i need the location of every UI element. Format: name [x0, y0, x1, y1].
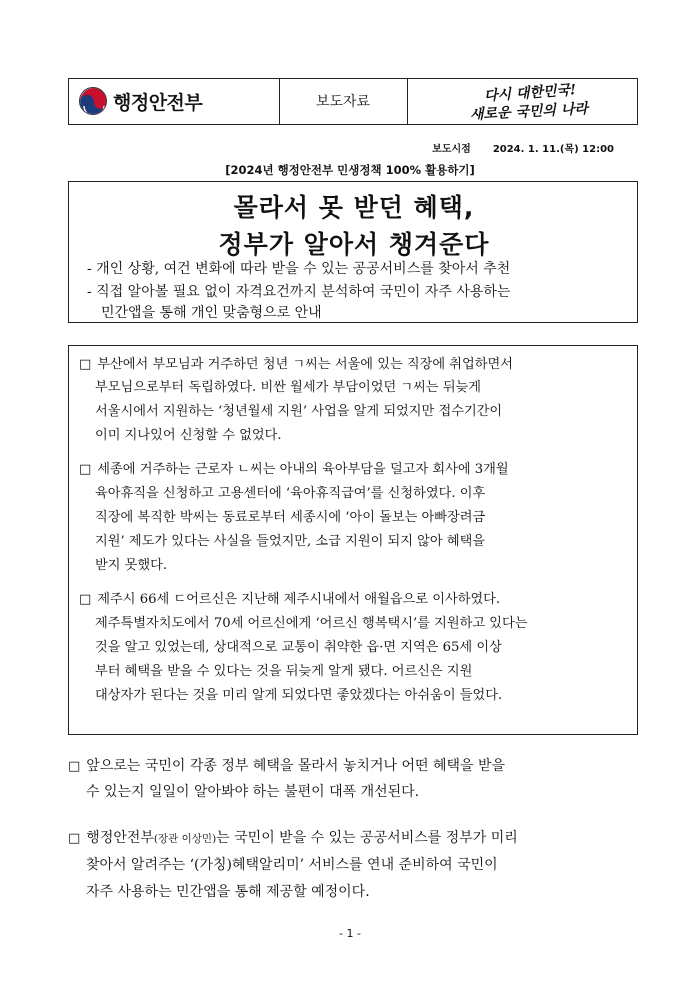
header-box: [68, 78, 638, 125]
ministry-name: 행정안전부: [113, 91, 203, 114]
headline-bullet-1: - 개인 상황, 여건 변화에 따라 받을 수 있는 공공서비스를 찾아서 추천: [87, 261, 511, 277]
release-datetime: 2024. 1. 11.(목) 12:00: [492, 144, 614, 155]
case-1-line-1: □ 부산에서 부모님과 거주하던 청년 ㄱ씨는 서울에 있는 직장에 취업하면서: [79, 357, 514, 372]
case-3-line-5: 대상자가 된다는 것을 미리 알게 되었다면 좋았겠다는 아쉬움이 들었다.: [95, 688, 503, 703]
case-examples-box: [68, 345, 638, 735]
case-2-line-5: 받지 못했다.: [95, 558, 168, 573]
paragraph-1-line-2: 수 있는지 일일이 알아봐야 하는 불편이 대폭 개선된다.: [86, 784, 420, 800]
doc-type-label: 보도자료: [315, 94, 371, 110]
case-3-line-2: 제주특별자치도에서 70세 어르신에게 ‘어르신 행복택시’를 지원하고 있다는: [95, 616, 528, 631]
series-title: [2024년 행정안전부 민생정책 100% 활용하기]: [225, 163, 475, 177]
release-time: [432, 140, 614, 155]
headline-bullet-2: - 직접 알아볼 필요 없이 자격요건까지 분석하여 국민이 자주 사용하는: [87, 284, 511, 300]
paragraph-2-line-2: 찾아서 알려주는 ‘(가칭)혜택알리미’ 서비스를 연내 준비하여 국민이: [86, 857, 498, 873]
case-1-line-2: 부모님으로부터 독립하였다. 비싼 월세가 부담이었던 ㄱ씨는 뒤늦게: [95, 380, 482, 395]
case-3-line-1: □ 제주시 66세 ㄷ어르신은 지난해 제주시내에서 애월읍으로 이사하였다.: [79, 592, 501, 607]
paragraph-1-line-1: □ 앞으로는 국민이 각종 정부 혜택을 몰라서 놓치거나 어떤 혜택을 받을: [68, 758, 506, 774]
case-2-line-4: 지원’ 제도가 있다는 사실을 들었지만, 소급 지원이 되지 않아 혜택을: [95, 534, 486, 549]
paragraph-2-line-1: □ 행정안전부(장관 이상민)는 국민이 받을 수 있는 공공서비스를 정부가 미리: [68, 830, 518, 846]
release-label: 보도시점: [432, 144, 471, 155]
case-2-line-2: 육아휴직을 신청하고 고용센터에 ‘육아휴직급여’를 신청하였다. 이후: [95, 486, 486, 501]
paragraph-2-line-3: 자주 사용하는 민간앱을 통해 제공할 예정이다.: [86, 884, 370, 900]
page-number: - 1 -: [339, 927, 361, 940]
bullet-square-icon: □: [79, 357, 92, 372]
case-1-line-4: 이미 지나있어 신청할 수 없었다.: [95, 428, 282, 443]
ministry-logo: [79, 87, 202, 115]
bullet-square-icon: □: [68, 831, 81, 846]
bullet-square-icon: □: [68, 759, 81, 774]
taegeuk-icon: [79, 87, 107, 115]
headline-line-2: 정부가 알아서 챙겨준다: [218, 230, 490, 259]
slogan-line-1: 다시 대한민국!: [483, 82, 577, 105]
case-2-line-1: □ 세종에 거주하는 근로자 ㄴ씨는 아내의 육아부담을 덜고자 회사에 3개월: [79, 462, 509, 477]
header-divider: [407, 79, 408, 124]
case-2-line-3: 직장에 복직한 박씨는 동료로부터 세종시에 ‘아이 돌보는 아빠장려금: [95, 510, 486, 525]
headline-line-1: 몰라서 못 받던 혜택,: [233, 193, 475, 222]
case-3-line-4: 부터 혜택을 받을 수 있다는 것을 뒤늦게 알게 됐다. 어르신은 지원: [95, 664, 473, 679]
headline-box: [68, 181, 638, 323]
bullet-square-icon: □: [79, 592, 92, 607]
case-1-line-3: 서울시에서 지원하는 ‘청년월세 지원’ 사업을 알게 되었지만 접수기간이: [95, 404, 503, 419]
slogan: [462, 82, 634, 124]
case-3-line-3: 것을 알고 있었는데, 상대적으로 교통이 취약한 읍·면 지역은 65세 이상: [95, 640, 502, 655]
headline-bullet-2-cont: 민간앱을 통해 개인 맞춤형으로 안내: [101, 305, 322, 321]
bullet-square-icon: □: [79, 462, 92, 477]
slogan-line-2: 새로운 국민의 나라: [469, 100, 589, 124]
minister-note: (장관 이상민): [153, 833, 217, 845]
